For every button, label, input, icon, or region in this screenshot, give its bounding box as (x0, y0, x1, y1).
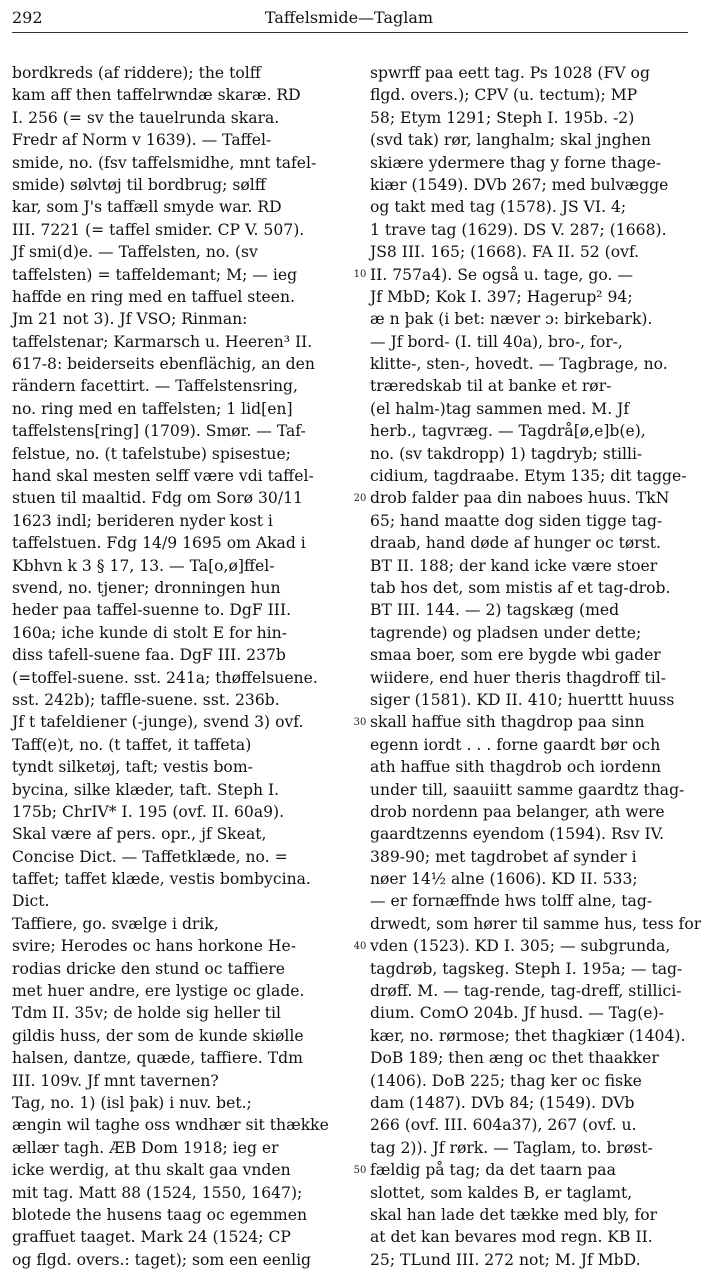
text-line: Taffiere, go. svælge i drik, (12, 914, 219, 933)
text-line: drwedt, som hører til samme hus, tess for (370, 914, 701, 933)
text-line: hand skal mesten selff være vdi taffel- (12, 467, 314, 486)
text-line: sst. 242b); taffle-suene. sst. 236b. (12, 690, 280, 709)
text-line: egenn iordt . . . forne gaardt bør och (370, 735, 661, 754)
text-line: skiære ydermere thag y forne thage- (370, 153, 662, 172)
text-line: slottet, som kaldes B, er taglamt, (370, 1183, 633, 1202)
text-line: mit tag. Matt 88 (1524, 1550, 1647); (12, 1183, 303, 1202)
text-line: ængin wil taghe oss wndhær sit thække (12, 1116, 329, 1135)
text-line: Concise Dict. — Taffetklæde, no. = (12, 847, 288, 866)
text-line: tag 2)). Jf rørk. — Taglam, to. brøst- (370, 1138, 653, 1157)
text-line: ath haffue sith thagdrob och iordenn (370, 758, 662, 777)
text-line: klitte-, sten-, hovedt. — Tagbrage, no. (370, 355, 668, 374)
text-line: 160a; iche kunde di stolt E for hin- (12, 623, 287, 642)
text-line: Fredr af Norm v 1639). — Taffel- (12, 131, 272, 150)
text-line: cidium, tagdraabe. Etym 135; dit tagge- (370, 467, 687, 486)
text-line: Jf t tafeldiener (-junge), svend 3) ovf. (12, 713, 304, 732)
text-line: smide, no. (fsv taffelsmidhe, mnt tafel- (12, 153, 317, 172)
left-column (12, 62, 354, 1269)
text-line: under till, saauiitt samme gaardtz thag- (370, 780, 685, 799)
text-line: spwrff paa eett tag. Ps 1028 (FV og (370, 64, 650, 82)
text-line: no. (sv takdropp) 1) tagdryb; stilli- (370, 444, 643, 463)
text-line: siger (1581). KD II. 410; huerttt huuss (370, 690, 675, 709)
text-line: dam (1487). DVb 84; (1549). DVb (370, 1093, 635, 1112)
line-number: 30 (353, 716, 367, 728)
text-line: II. 757a4). Se også u. tage, go. — (370, 265, 633, 284)
text-line: drob falder paa din naboes huus. TkN (370, 489, 670, 508)
text-line: diss tafell-suene faa. DgF III. 237b (12, 646, 286, 665)
line-number: 50 (353, 1164, 367, 1176)
text-line: bordkreds (af riddere); the tolff (12, 64, 261, 82)
text-line: Tag, no. 1) (isl þak) i nuv. bet.; (12, 1093, 252, 1112)
text-line: wiidere, end huer theris thagdroff til- (370, 668, 666, 687)
text-line: drob nordenn paa belanger, ath were (370, 802, 665, 821)
line-number: 10 (353, 268, 367, 280)
running-title: Taffelsmide—Taglam (264, 8, 434, 27)
text-line: skall haffue sith thagdrop paa sinn (370, 713, 645, 732)
text-line: I. 256 (= sv the tauelrunda skara. (12, 108, 280, 127)
text-line: blotede the husens taag oc egemmen (12, 1205, 307, 1224)
text-line: 65; hand maatte dog siden tigge tag- (370, 511, 663, 530)
text-line: Taff(e)t, no. (t taffet, it taffeta) (12, 735, 252, 754)
text-line: vden (1523). KD I. 305; — subgrunda, (370, 937, 671, 956)
text-line: 1 trave tag (1629). DS V. 287; (1668). (370, 220, 667, 239)
text-line: Jf MbD; Kok I. 397; Hagerup² 94; (370, 287, 633, 306)
text-line: felstue, no. (t tafelstube) spisestue; (12, 444, 291, 463)
text-line: Skal være af pers. opr., jf Skeat, (12, 825, 267, 844)
text-line: svend, no. tjener; dronningen hun (12, 578, 281, 597)
text-line: III. 109v. Jf mnt tavernen? (12, 1071, 219, 1090)
text-line: Jf smi(d)e. — Taffelsten, no. (sv (12, 243, 258, 262)
text-line: tagdrøb, tagskeg. Steph I. 195a; — tag- (370, 959, 683, 978)
text-line: taffelstens[ring] (1709). Smør. — Taf- (12, 422, 306, 441)
text-line: og flgd. overs.: taget); som een eenlig (12, 1250, 312, 1269)
text-line: gildis huss, der som de kunde skiølle (12, 1026, 304, 1045)
text-line: gaardtzenns eyendom (1594). Rsv IV. (370, 825, 665, 844)
text-line: at det kan bevares mod regn. KB II. (370, 1228, 653, 1247)
text-line: BT III. 144. — 2) tagskæg (med (370, 601, 620, 620)
text-line: haffde en ring med en taffuel steen. (12, 287, 296, 306)
text-line: 389-90; met tagdrobet af synder i (370, 847, 637, 866)
text-line: kiær (1549). DVb 267; med bulvægge (370, 175, 669, 194)
text-line: tab hos det, som mistis af et tag-drob. (370, 578, 671, 597)
text-line: halsen, dantze, quæde, taffiere. Tdm (12, 1049, 303, 1068)
text-line: taffelstuen. Fdg 14/9 1695 om Akad i (12, 534, 306, 553)
text-line: bycina, silke klæder, taft. Steph I. (12, 780, 280, 799)
text-line: træredskab til at banke et rør- (370, 377, 612, 396)
line-number: 20 (353, 492, 367, 504)
text-line: kær, no. rørmose; thet thagkiær (1404). (370, 1026, 686, 1045)
text-line: (el halm-)tag sammen med. M. Jf (370, 399, 630, 418)
text-line: taffet; taffet klæde, vestis bombycina. (12, 870, 311, 889)
text-line: taffelstenar; Karmarsch u. Heeren³ II. (12, 332, 313, 351)
text-line: taffelsten) = taffeldemant; M; — ieg (12, 265, 298, 284)
text-line: drøff. M. — tag-rende, tag-dreff, stillici- (370, 982, 682, 1001)
text-line: Jm 21 not 3). Jf VSO; Rinman: (12, 310, 248, 329)
text-line: fældig på tag; da det taarn paa (370, 1161, 616, 1180)
text-line: kam aff then taffelrwndæ skaræ. RD (12, 86, 301, 105)
text-line: dium. ComO 204b. Jf husd. — Tag(e)- (370, 1004, 664, 1023)
text-line: — er fornæffnde hws tolff alne, tag- (370, 892, 653, 911)
text-line: Tdm II. 35v; de holde sig heller til (12, 1004, 282, 1023)
text-line: BT II. 188; der kand icke være stoer (370, 556, 658, 575)
text-line: heder paa taffel-suenne to. DgF III. (12, 601, 292, 620)
text-line: kar, som J's taffæll smyde war. RD (12, 198, 282, 217)
text-line: nøer 14½ alne (1606). KD II. 533; (370, 870, 638, 889)
text-line: herb., tagvræg. — Tagdrå[ø,e]b(e), (370, 422, 646, 441)
text-line: DoB 189; then æng oc thet thaakker (370, 1049, 659, 1068)
text-line: JS8 III. 165; (1668). FA II. 52 (ovf. (370, 243, 640, 262)
page-number: 292 (12, 8, 43, 27)
line-number: 40 (353, 940, 367, 952)
text-line: Kbhvn k 3 § 17, 13. — Ta[o,ø]ffel- (12, 556, 275, 575)
text-line: rändern facettirt. — Taffelstensring, (12, 377, 298, 396)
text-line: smide) sølvtøj til bordbrug; sølff (12, 175, 266, 194)
text-line: 175b; ChrIV* I. 195 (ovf. II. 60a9). (12, 802, 285, 821)
text-line: (svd tak) rør, langhalm; skal jnghen (370, 131, 651, 150)
text-line: flgd. overs.); CPV (u. tectum); MP (370, 86, 638, 105)
text-line: draab, hand døde af hunger oc tørst. (370, 534, 661, 553)
text-line: rodias dricke den stund oc taffiere (12, 959, 285, 978)
text-line: icke werdig, at thu skalt gaa vnden (12, 1161, 291, 1180)
text-line: smaa boer, som ere bygde wbi gader (370, 646, 661, 665)
text-line: 25; TLund III. 272 not; M. Jf MbD. (370, 1250, 641, 1269)
text-line: III. 7221 (= taffel smider. CP V. 507). (12, 220, 305, 239)
text-line: ællær tagh. ÆB Dom 1918; ieg er (12, 1138, 279, 1157)
text-line: stuen til maaltid. Fdg om Sorø 30/11 (12, 489, 303, 508)
header-rule (12, 32, 688, 33)
text-line: — Jf bord- (I. till 40a), bro-, for-, (370, 332, 623, 351)
text-line: tagrende) og pladsen under dette; (370, 623, 642, 642)
text-line: graffuet taaget. Mark 24 (1524; CP (12, 1228, 291, 1247)
text-line: 1623 indl; berideren nyder kost i (12, 511, 273, 530)
text-line: æ n þak (i bet: næver ɔ: birkebark). (370, 310, 653, 329)
text-line: Dict. (12, 892, 50, 911)
line-number-gutter (350, 62, 370, 1176)
text-line: tyndt silketøj, taft; vestis bom- (12, 758, 253, 777)
text-line: og takt med tag (1578). JS VI. 4; (370, 198, 627, 217)
right-column (370, 62, 701, 1269)
page-header (12, 6, 686, 30)
text-line: (1406). DoB 225; thag ker oc fiske (370, 1071, 642, 1090)
text-line: skal han lade det tække med bly, for (370, 1205, 658, 1224)
text-line: 266 (ovf. III. 604a37), 267 (ovf. u. (370, 1116, 637, 1135)
text-line: 58; Etym 1291; Steph I. 195b. -2) (370, 108, 635, 127)
text-line: svire; Herodes oc hans horkone He- (12, 937, 296, 956)
text-line: no. ring med en taffelsten; 1 lid[en] (12, 399, 293, 418)
text-line: 617-8: beiderseits ebenflächig, an den (12, 355, 315, 374)
text-line: (=toffel-suene. sst. 241a; thøffelsuene. (12, 668, 318, 687)
text-line: met huer andre, ere lystige oc glade. (12, 982, 305, 1001)
